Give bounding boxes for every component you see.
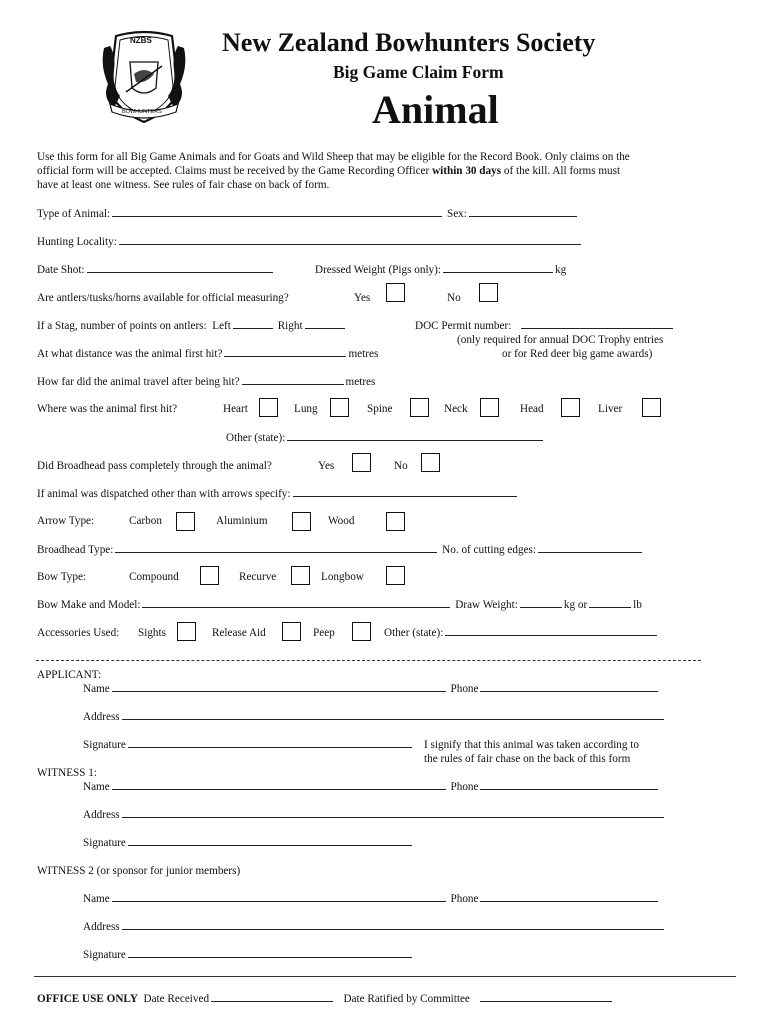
or-label: or [577,599,588,611]
travel-label: How far did the animal travel after being hit? [37,376,240,388]
society-logo [96,26,192,126]
bow-compound-checkbox[interactable] [200,566,219,585]
dispatched-field[interactable] [293,495,517,497]
intro-line-1: Use this form for all Big Game Animals and for Goats and Wild Sheep that may be eligible for the Record Book. Only claims on the [37,151,630,163]
hit-heart-label: Heart [223,403,248,415]
acc-peep-label: Peep [313,627,335,639]
dressed-weight-label: Dressed Weight (Pigs only): [315,264,441,276]
travel-row [37,375,375,389]
kg-unit: kg [554,264,567,276]
applicant-name-field[interactable] [112,690,446,692]
draw-weight-lb-field[interactable] [589,606,631,608]
applicant-heading: APPLICANT: [37,669,102,681]
broadhead-type-field[interactable] [115,551,437,553]
stag-points-row [37,319,347,333]
applicant-signature-row [83,738,414,752]
hunting-locality-field[interactable] [119,243,581,245]
witness1-phone-field[interactable] [480,788,658,790]
arrow-aluminium-checkbox[interactable] [292,512,311,531]
witness1-heading: WITNESS 1: [37,767,97,779]
logo-bottom-text: BOWHUNTERS [122,109,162,115]
antlers-no-checkbox[interactable] [479,283,498,302]
arrow-type-label: Arrow Type: [37,515,95,527]
broadhead-yes-checkbox[interactable] [352,453,371,472]
dressed-weight-row [315,263,566,277]
applicant-address-row [83,710,666,724]
witness1-address-field[interactable] [122,816,664,818]
dressed-weight-field[interactable] [443,271,553,273]
witness1-signature-field[interactable] [128,844,412,846]
bow-make-label: Bow Make and Model: [37,599,141,611]
arrow-carbon-checkbox[interactable] [176,512,195,531]
applicant-phone-field[interactable] [480,690,658,692]
bow-longbow-label: Longbow [321,571,364,583]
hit-liver-checkbox[interactable] [642,398,661,417]
hit-spine-checkbox[interactable] [410,398,429,417]
applicant-name-label: Name [83,683,110,695]
hit-lung-checkbox[interactable] [330,398,349,417]
other-hit-label: Other (state): [226,432,286,444]
distance-field[interactable] [224,355,346,357]
witness2-phone-field[interactable] [480,900,658,902]
logo-top-text: NZBS [130,36,152,45]
hit-liver-label: Liver [598,403,623,415]
right-label: Right [277,320,303,332]
other-hit-field[interactable] [287,439,543,441]
distance-row [37,347,378,361]
declaration-line-1: I signify that this animal was taken according to [424,739,639,751]
bow-recurve-label: Recurve [239,571,277,583]
bow-make-row [37,598,642,612]
dispatched-row [37,487,519,501]
travel-field[interactable] [242,383,344,385]
cutting-edges-field[interactable] [538,551,642,553]
witness2-signature-label: Signature [83,949,126,961]
other-hit-row [226,431,545,445]
sex-field[interactable] [469,215,577,217]
witness1-address-label: Address [83,809,120,821]
doc-note-1: (only required for annual DOC Trophy entries [457,334,664,346]
applicant-name-row [83,682,660,696]
dispatched-label: If animal was dispatched other than with arrows specify: [37,488,291,500]
stag-points-label: If a Stag, number of points on antlers: [37,320,207,332]
hit-neck-checkbox[interactable] [480,398,499,417]
hunting-locality-row [37,235,583,249]
org-title: New Zealand Bowhunters Society [222,28,596,57]
witness1-phone-label: Phone [450,781,479,793]
witness1-name-field[interactable] [112,788,446,790]
arrow-wood-label: Wood [328,515,355,527]
witness1-address-row [83,808,666,822]
applicant-signature-label: Signature [83,739,126,751]
draw-weight-label: Draw Weight: [455,599,518,611]
hunting-locality-label: Hunting Locality: [37,236,117,248]
date-ratified-field[interactable] [480,1000,612,1002]
antlers-yes-checkbox[interactable] [386,283,405,302]
witness2-name-row [83,892,660,906]
broadhead-no-label: No [394,460,408,472]
broadhead-yes-label: Yes [318,460,335,472]
travel-unit: metres [345,376,376,388]
cutting-edges-label: No. of cutting edges: [442,544,537,556]
category-title: Animal [372,87,499,132]
broadhead-type-label: Broadhead Type: [37,544,114,556]
date-shot-row [37,263,275,277]
intro-line-2: official form will be accepted. Claims must be received by the Game Recording Officer within 30 days of the kill. All forms must [37,165,621,177]
witness1-name-row [83,780,660,794]
lb-unit: lb [633,599,642,611]
hit-spine-label: Spine [367,403,393,415]
witness2-name-label: Name [83,893,110,905]
where-hit-label: Where was the animal first hit? [37,403,178,415]
acc-release-checkbox[interactable] [282,622,301,641]
witness2-address-row [83,920,666,934]
witness2-signature-field[interactable] [128,956,412,958]
office-divider [34,976,736,977]
witness1-signature-row [83,836,414,850]
right-points-field[interactable] [305,327,345,329]
intro-line-3: have at least one witness. See rules of fair chase on back of form. [37,179,330,191]
antlers-question: Are antlers/tusks/horns available for official measuring? [37,292,289,304]
hit-heart-checkbox[interactable] [259,398,278,417]
bow-compound-label: Compound [129,571,179,583]
office-use-label: OFFICE USE ONLY [37,993,138,1005]
section-divider [36,660,701,661]
hit-head-checkbox[interactable] [561,398,580,417]
draw-weight-kg-field[interactable] [520,606,562,608]
doc-permit-field[interactable] [521,327,673,329]
date-shot-field[interactable] [87,271,273,273]
hit-head-label: Head [520,403,544,415]
applicant-signature-field[interactable] [128,746,412,748]
witness2-phone-label: Phone [450,893,479,905]
office-row [37,992,614,1006]
date-received-field[interactable] [211,1000,333,1002]
type-of-animal-label: Type of Animal: [37,208,111,220]
acc-release-label: Release Aid [212,627,266,639]
form-title: Big Game Claim Form [333,62,504,82]
witness1-signature-label: Signature [83,837,126,849]
witness2-address-field[interactable] [122,928,664,930]
acc-peep-checkbox[interactable] [352,622,371,641]
kg-unit-2: kg [563,599,576,611]
antlers-yes-label: Yes [354,292,371,304]
sex-label: Sex: [446,208,467,220]
acc-other-row [384,626,659,640]
broadhead-pass-label: Did Broadhead pass completely through the animal? [37,460,272,472]
antlers-no-label: No [447,292,461,304]
witness2-heading: WITNESS 2 (or sponsor for junior members) [37,865,241,877]
broadhead-no-checkbox[interactable] [421,453,440,472]
applicant-address-field[interactable] [122,718,664,720]
doc-note-2: or for Red deer big game awards) [502,348,653,360]
bow-make-field[interactable] [142,606,450,608]
hit-lung-label: Lung [294,403,318,415]
witness2-address-label: Address [83,921,120,933]
arrow-wood-checkbox[interactable] [386,512,405,531]
bow-longbow-checkbox[interactable] [386,566,405,585]
type-of-animal-field[interactable] [112,215,442,217]
date-received-label: Date Received [143,993,210,1005]
bow-type-label: Bow Type: [37,571,87,583]
arrow-aluminium-label: Aluminium [216,515,268,527]
doc-permit-row [415,319,675,333]
acc-sights-label: Sights [138,627,166,639]
applicant-phone-label: Phone [450,683,479,695]
left-points-field[interactable] [233,327,273,329]
acc-other-field[interactable] [445,634,657,636]
doc-permit-label: DOC Permit number: [415,320,512,332]
date-shot-label: Date Shot: [37,264,85,276]
acc-other-label: Other (state): [384,627,444,639]
broadhead-type-row [37,543,644,557]
witness1-name-label: Name [83,781,110,793]
bow-recurve-checkbox[interactable] [291,566,310,585]
hit-neck-label: Neck [444,403,468,415]
date-ratified-label: Date Ratified by Committee [343,993,470,1005]
witness2-name-field[interactable] [112,900,446,902]
acc-sights-checkbox[interactable] [177,622,196,641]
distance-unit: metres [348,348,379,360]
arrow-carbon-label: Carbon [129,515,162,527]
type-of-animal-row [37,207,579,221]
distance-label: At what distance was the animal first hit? [37,348,223,360]
accessories-label: Accessories Used: [37,627,120,639]
left-label: Left [212,320,231,332]
declaration-line-2: the rules of fair chase on the back of this form [424,753,631,765]
witness2-signature-row [83,948,414,962]
applicant-address-label: Address [83,711,120,723]
